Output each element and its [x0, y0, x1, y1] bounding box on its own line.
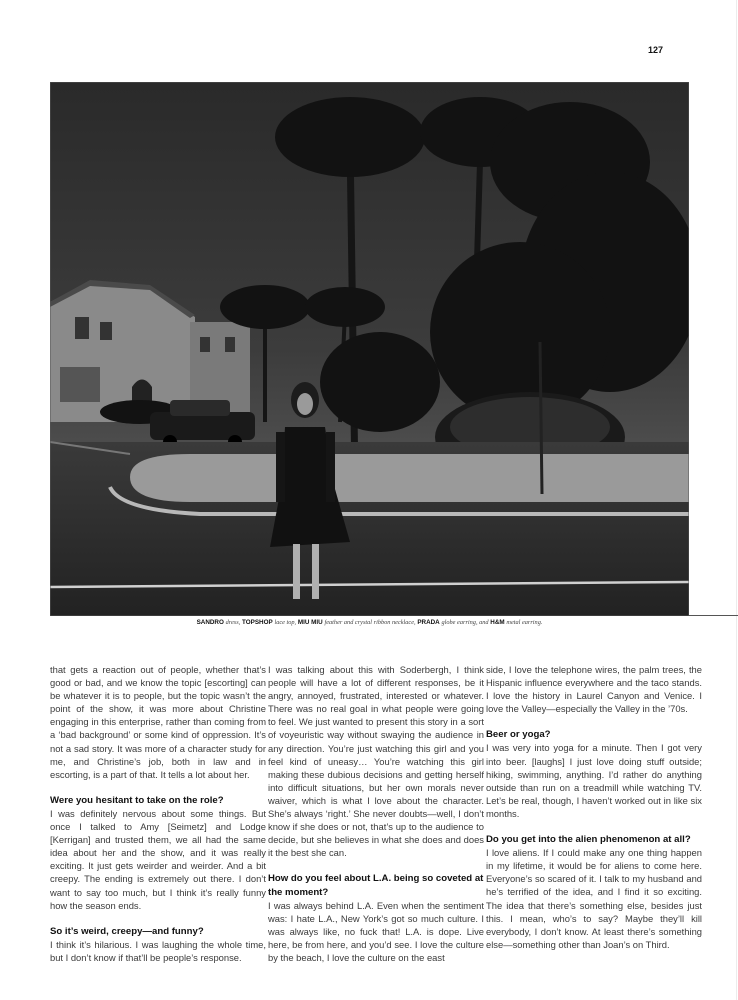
interview-answer: I think it’s hilarious. I was laughing the whole time, but I don’t know if that’ll be people’s response. [50, 938, 266, 963]
page-number: 127 [648, 45, 664, 55]
interview-answer: I was very into yoga for a minute. Then I got very into beer. [laughs] I just love doing stuff outside; hiking, swimming, anything. I’d rather do anything outside than run on a treadmill while watching TV. Let’s be real, though, I haven’t worked out in like six months. [486, 742, 702, 819]
article-column-1 [50, 663, 266, 964]
page-edge-line [736, 0, 737, 1000]
body-paragraph: side, I love the telephone wires, the palm trees, the Hispanic influence everywhere and the taco stands. I love the history in Laurel Canyon and Venice. I love the Valley—especially the Valley in the ’70s. [486, 664, 702, 715]
caption-brand: SANDRO [196, 619, 224, 626]
caption-item: dress, [225, 619, 241, 626]
photo-caption [50, 619, 689, 626]
interview-answer: I was definitely nervous about some things. But once I talked to Amy [Seimetz] and Lodge [Kerrigan] and trusted them, we all had the same idea about her and the show, and it was really exciting. It just gets weirder and weirder. And a bit creepy. The ending is extremely out there. I don’t want to say too much, but I think it’s really funny how the season ends. [50, 807, 266, 911]
interview-question: So it’s weird, creepy—and funny? [50, 925, 204, 937]
article-column-3 [486, 663, 702, 951]
interview-question: Were you hesitant to take on the role? [50, 794, 224, 806]
photo-rule-line [689, 615, 738, 616]
street-pole [540, 342, 542, 494]
caption-item: globe earring, and [441, 619, 489, 626]
interview-answer: I was always behind L.A. Even when the sentiment was: I hate L.A., New York’s got so much culture. I was always like, no fuck that! L.A. is dope. Live here, be from here, and you’d see. I love the culture by the beach, I love the culture on the east [268, 899, 484, 963]
sidewalk [130, 454, 689, 502]
interview-question: Do you get into the alien phenomenon at all? [486, 834, 691, 846]
caption-brand: MIU MIU [297, 619, 323, 626]
fashion-photo [50, 82, 689, 616]
caption-item: feather and crystal ribbon necklace, [324, 619, 416, 626]
interview-question: Beer or yoga? [486, 729, 551, 741]
body-paragraph: I was talking about this with Soderbergh, I think people will have a lot of different responses, be it angry, annoyed, frustrated, interested or whatever. There was no real goal in what people were going to feel. We just wanted to present this story in a sort of voyeuristic way without swaying the audience in any direction. You’re just watching this girl and you feel kind of uneasy… You’re watching this girl making these dubious decisions and getting herself into difficult situations, but her own morals never waiver, which is what I love about the character. She’s always ‘right.’ She never doubts—well, I don’t know if she does or not, that’s up to the audience to decide, but she believes in what she does and does it the best she can. [268, 664, 484, 859]
caption-item: lace top, [274, 619, 297, 626]
body-paragraph: that gets a reaction out of people, whether that’s good or bad, and we know the topic [escorting] can be whatever it is to people, but the topic wasn’t the point of the show, it was more about Christine engaging in this enterprise, rather than coming from a ‘bad background’ or some kind of oppression. It’s not a sad story. It was more of a character study for me, and Christine’s job, both in law and in escorting, is a part of that. It tells a lot about her. [50, 664, 266, 780]
interview-question: How do you feel about L.A. being so coveted at the moment? [268, 873, 484, 898]
caption-brand: PRADA [417, 619, 440, 626]
caption-brand: TOPSHOP [242, 619, 273, 626]
interview-answer: I love aliens. If I could make any one thing happen in my lifetime, it would be for aliens to come here. Everyone’s so scared of it. I talk to my husband and he’s terrified of the idea, and I find it so exciting. The idea that there’s something else, besides just this. I mean, who’s to say? Maybe they’ll kill everybody, I don’t know. At least there’s something else—something other than Joan’s on Third. [486, 847, 702, 950]
article-column-2 [268, 663, 484, 964]
street-scene-illustration [50, 82, 689, 616]
caption-item: metal earring. [506, 619, 543, 626]
caption-brand: H&M [490, 619, 505, 626]
